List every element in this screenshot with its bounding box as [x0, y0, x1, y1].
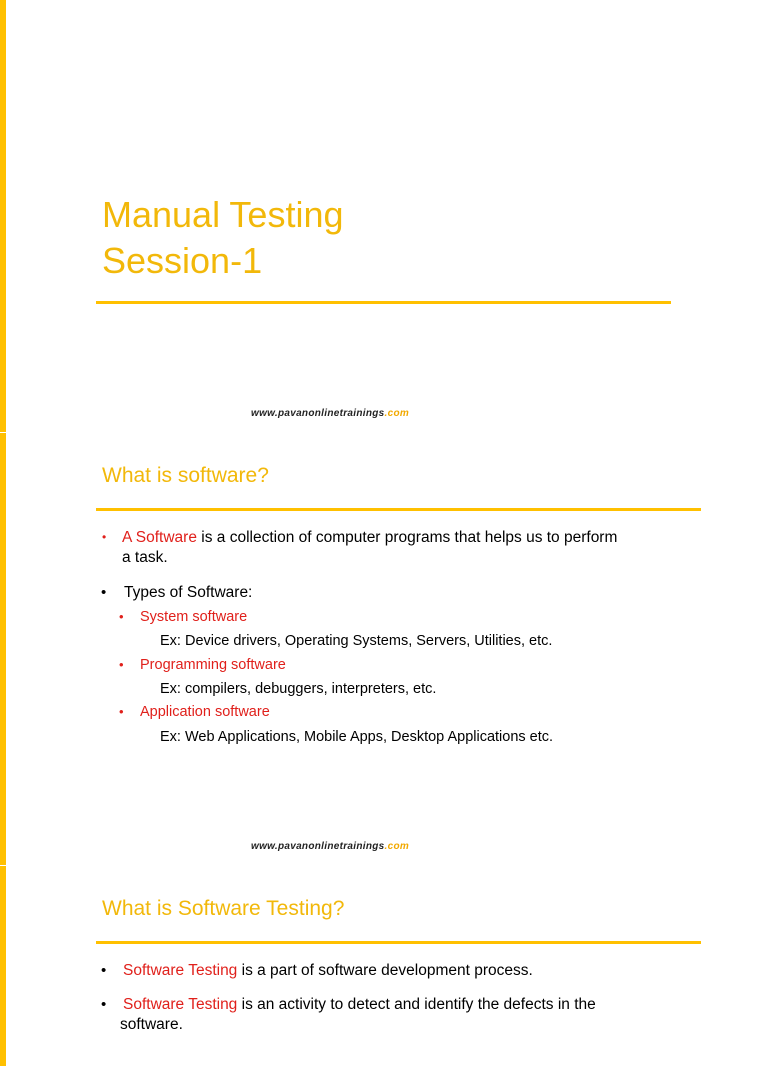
bullet-text: is a part of software development process.: [237, 962, 533, 979]
slide-heading: What is Software Testing?: [102, 897, 345, 920]
sub-item-system-software: System software: [140, 609, 248, 625]
bullet-software-definition: [122, 528, 702, 548]
watermark-com: .com: [384, 841, 410, 852]
bullet-dot: •: [102, 530, 107, 544]
bullet-continuation: a task.: [122, 549, 168, 566]
watermark-main: www.pavanonlinetrainings: [251, 841, 385, 852]
accent-bar: [0, 433, 6, 865]
sub-bullet-dot: •: [119, 657, 124, 672]
bullet-dot: •: [101, 996, 107, 1013]
bullet-text: is an activity to detect and identify the defects in the: [237, 996, 596, 1013]
highlight-term: Software Testing: [123, 962, 238, 979]
heading-underline: [96, 508, 701, 511]
slide-what-is-software: [0, 433, 768, 865]
bullet-types-of-software: Types of Software:: [124, 584, 253, 601]
accent-bar: [0, 0, 6, 432]
slide-what-is-software-testing: [0, 866, 768, 1066]
highlight-term: A Software: [122, 529, 197, 546]
sub-bullet-dot: •: [119, 704, 124, 719]
highlight-term: Software Testing: [123, 996, 238, 1013]
bullet-dot: •: [101, 962, 107, 979]
sub-bullet-dot: •: [119, 609, 124, 624]
title-line-2: Session-1: [102, 240, 263, 281]
title-underline: [96, 301, 671, 304]
bullet-continuation: software.: [120, 1016, 183, 1033]
example-programming-software: Ex: compilers, debuggers, interpreters, etc.: [160, 681, 437, 697]
bullet-testing-activity: [123, 995, 596, 1015]
heading-underline: [96, 941, 701, 944]
example-application-software: Ex: Web Applications, Mobile Apps, Desktop Applications etc.: [160, 729, 554, 745]
slide-title-text: [102, 192, 344, 284]
example-system-software: Ex: Device drivers, Operating Systems, Servers, Utilities, etc.: [160, 633, 553, 649]
bullet-dot: •: [101, 584, 107, 601]
watermark: [251, 408, 409, 419]
sub-item-application-software: Application software: [140, 704, 270, 720]
sub-item-programming-software: Programming software: [140, 657, 286, 673]
accent-bar: [0, 866, 6, 1066]
watermark-com: .com: [384, 408, 410, 419]
watermark-main: www.pavanonlinetrainings: [251, 408, 385, 419]
title-line-1: Manual Testing: [102, 194, 344, 235]
slide-heading: What is software?: [102, 464, 269, 487]
bullet-testing-part-of-process: [123, 961, 533, 981]
slide-title: [0, 0, 768, 432]
bullet-text: is a collection of computer programs that helps us to perform: [196, 529, 618, 546]
watermark: [251, 841, 409, 852]
